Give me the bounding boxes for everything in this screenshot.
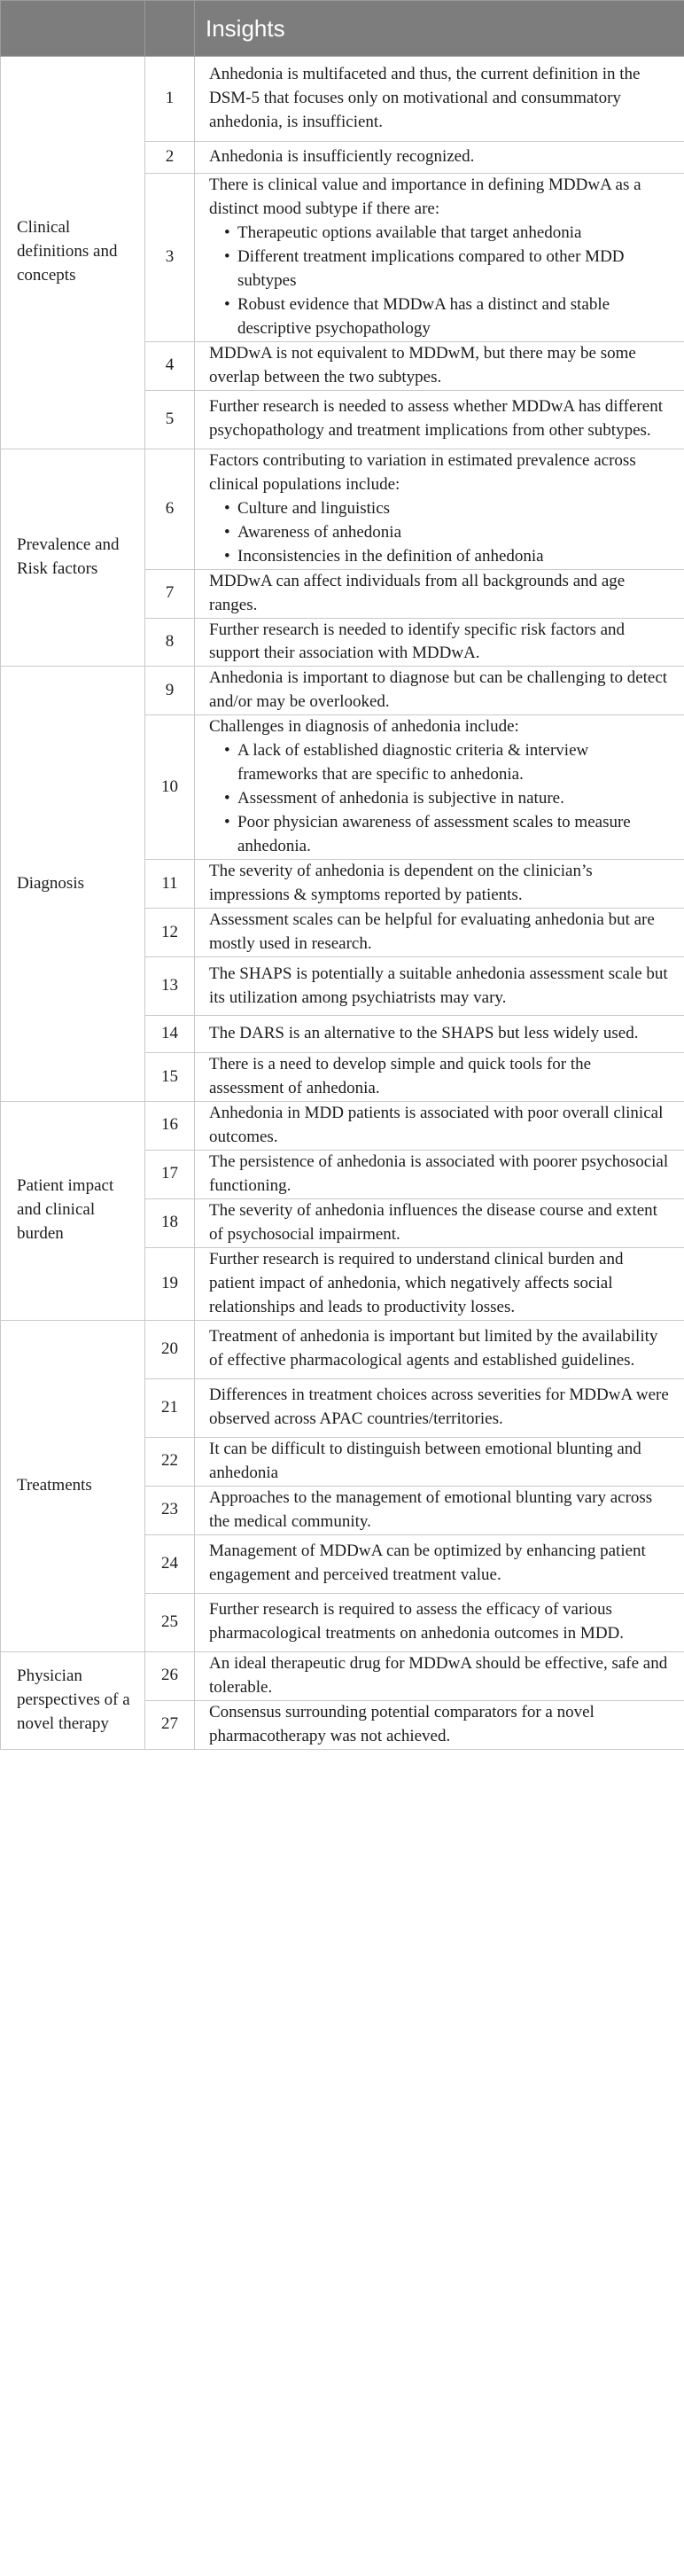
insight-text: There is clinical value and importance in defining MDDwA as a distinct mood subtype if there are: bbox=[209, 176, 641, 218]
insight-cell bbox=[195, 390, 684, 449]
row-number: 10 bbox=[145, 715, 195, 860]
insight-cell bbox=[195, 341, 684, 390]
insight-text: There is a need to develop simple and quick tools for the assessment of anhedonia. bbox=[209, 1055, 592, 1098]
category-cell: Prevalence and Risk factors bbox=[1, 449, 145, 667]
table-row bbox=[1, 1651, 684, 1700]
row-number: 24 bbox=[145, 1534, 195, 1593]
row-number: 5 bbox=[145, 390, 195, 449]
insight-cell bbox=[195, 1150, 684, 1198]
insight-cell bbox=[195, 957, 684, 1016]
table-row bbox=[1, 1320, 684, 1378]
insight-text: Assessment scales can be helpful for evaluating anhedonia but are mostly used in research. bbox=[209, 910, 655, 954]
insight-cell bbox=[195, 1053, 684, 1102]
insight-text: Further research is needed to assess whether MDDwA has different psychopathology and treatment implications from other subtypes. bbox=[209, 397, 663, 441]
insight-text: An ideal therapeutic drug for MDDwA should be effective, safe and tolerable. bbox=[209, 1653, 668, 1697]
insight-text: Challenges in diagnosis of anhedonia include: bbox=[209, 717, 519, 737]
insight-bullet: • Awareness of anhedonia bbox=[209, 521, 670, 545]
insight-cell bbox=[195, 618, 684, 667]
insight-text: Anhedonia is multifaceted and thus, the current definition in the DSM-5 that focuses only on motivational and consummatory anhedonia, is insufficient. bbox=[209, 65, 641, 131]
insight-cell bbox=[195, 1593, 684, 1651]
row-number: 14 bbox=[145, 1016, 195, 1053]
insight-cell bbox=[195, 1651, 684, 1700]
row-number: 22 bbox=[145, 1437, 195, 1486]
insight-bullet: • Assessment of anhedonia is subjective in nature. bbox=[209, 787, 670, 811]
insight-cell bbox=[195, 1016, 684, 1053]
insight-text: The DARS is an alternative to the SHAPS but less widely used. bbox=[209, 1024, 639, 1043]
row-number: 11 bbox=[145, 860, 195, 909]
header-insights: Insights bbox=[195, 1, 684, 57]
insight-cell bbox=[195, 1102, 684, 1151]
insight-text: Consensus surrounding potential comparators for a novel pharmacotherapy was not achieved. bbox=[209, 1702, 595, 1745]
insight-text: The severity of anhedonia influences the disease course and extent of psychosocial impairment. bbox=[209, 1200, 657, 1244]
insight-text: Anhedonia is insufficiently recognized. bbox=[209, 147, 475, 167]
row-number: 7 bbox=[145, 569, 195, 618]
insight-cell bbox=[195, 1320, 684, 1378]
insight-bullet: • A lack of established diagnostic criteria & interview frameworks that are specific to anhedonia. bbox=[209, 739, 670, 787]
insight-cell bbox=[195, 667, 684, 715]
row-number: 17 bbox=[145, 1150, 195, 1198]
row-number: 9 bbox=[145, 667, 195, 715]
insight-text: Anhedonia is important to diagnose but can be challenging to detect and/or may be overlooked. bbox=[209, 668, 668, 712]
insight-text: Differences in treatment choices across severities for MDDwA were observed across APAC countries/territories. bbox=[209, 1386, 669, 1429]
insight-cell bbox=[195, 174, 684, 342]
insight-cell bbox=[195, 449, 684, 569]
row-number: 26 bbox=[145, 1651, 195, 1700]
row-number: 27 bbox=[145, 1700, 195, 1749]
row-number: 20 bbox=[145, 1320, 195, 1378]
insight-cell bbox=[195, 1378, 684, 1437]
header-category-column bbox=[1, 1, 145, 57]
row-number: 8 bbox=[145, 618, 195, 667]
insight-cell bbox=[195, 1486, 684, 1534]
insight-text: Management of MDDwA can be optimized by enhancing patient engagement and perceived treatment value. bbox=[209, 1542, 646, 1585]
row-number: 3 bbox=[145, 174, 195, 342]
row-number: 16 bbox=[145, 1102, 195, 1151]
row-number: 12 bbox=[145, 909, 195, 957]
insight-bullet-list bbox=[209, 222, 670, 341]
category-cell: Clinical definitions and concepts bbox=[1, 57, 145, 449]
insight-cell bbox=[195, 860, 684, 909]
insight-bullet-list bbox=[209, 739, 670, 859]
row-number: 6 bbox=[145, 449, 195, 569]
insight-text: Further research is required to assess the efficacy of various pharmacological treatments on anhedonia outcomes in MDD. bbox=[209, 1600, 625, 1643]
insight-bullet: • Inconsistencies in the definition of anhedonia bbox=[209, 545, 670, 569]
insight-cell bbox=[195, 1437, 684, 1486]
row-number: 15 bbox=[145, 1053, 195, 1102]
insight-text: Further research is needed to identify specific risk factors and support their association with MDDwA. bbox=[209, 620, 626, 663]
row-number: 19 bbox=[145, 1247, 195, 1320]
insight-cell bbox=[195, 1700, 684, 1749]
insight-text: It can be difficult to distinguish between emotional blunting and anhedonia bbox=[209, 1439, 641, 1482]
row-number: 13 bbox=[145, 957, 195, 1016]
insight-bullet: • Different treatment implications compared to other MDD subtypes bbox=[209, 246, 670, 293]
insight-bullet: • Culture and linguistics bbox=[209, 497, 670, 521]
header-number-column bbox=[145, 1, 195, 57]
insight-text: The persistence of anhedonia is associated with poorer psychosocial functioning. bbox=[209, 1151, 669, 1195]
insight-cell bbox=[195, 1247, 684, 1320]
insight-text: MDDwA can affect individuals from all backgrounds and age ranges. bbox=[209, 571, 626, 614]
category-cell: Diagnosis bbox=[1, 667, 145, 1102]
row-number: 21 bbox=[145, 1378, 195, 1437]
row-number: 23 bbox=[145, 1486, 195, 1534]
table-row bbox=[1, 1102, 684, 1151]
insight-bullet: • Poor physician awareness of assessment scales to measure anhedonia. bbox=[209, 811, 670, 859]
table-header-row bbox=[1, 1, 684, 57]
row-number: 25 bbox=[145, 1593, 195, 1651]
insight-text: Treatment of anhedonia is important but limited by the availability of effective pharmacological agents and established guidelines. bbox=[209, 1327, 658, 1370]
row-number: 1 bbox=[145, 57, 195, 142]
insight-text: Factors contributing to variation in estimated prevalence across clinical populations include: bbox=[209, 450, 636, 494]
insight-text: Approaches to the management of emotional blunting vary across the medical community. bbox=[209, 1487, 653, 1531]
insight-bullet: • Therapeutic options available that target anhedonia bbox=[209, 222, 670, 246]
insight-cell bbox=[195, 142, 684, 174]
insight-bullet-list bbox=[209, 497, 670, 569]
insight-text: The SHAPS is potentially a suitable anhedonia assessment scale but its utilization among psychiatrists may vary. bbox=[209, 964, 668, 1007]
insight-text: Further research is required to understand clinical burden and patient impact of anhedonia, which negatively affects social relationships and leads to productivity losses. bbox=[209, 1249, 624, 1316]
table-row bbox=[1, 667, 684, 715]
insight-cell bbox=[195, 57, 684, 142]
insight-cell bbox=[195, 1534, 684, 1593]
insight-text: Anhedonia in MDD patients is associated with poor overall clinical outcomes. bbox=[209, 1104, 664, 1146]
insight-cell bbox=[195, 1198, 684, 1247]
insight-cell bbox=[195, 569, 684, 618]
row-number: 18 bbox=[145, 1198, 195, 1247]
row-number: 2 bbox=[145, 142, 195, 174]
insight-bullet: • Robust evidence that MDDwA has a distinct and stable descriptive psychopathology bbox=[209, 293, 670, 341]
table-body bbox=[1, 57, 684, 1750]
category-cell: Patient impact and clinical burden bbox=[1, 1102, 145, 1321]
insight-cell bbox=[195, 909, 684, 957]
category-cell: Physician perspectives of a novel therapy bbox=[1, 1651, 145, 1749]
row-number: 4 bbox=[145, 341, 195, 390]
table-row bbox=[1, 449, 684, 569]
insight-text: The severity of anhedonia is dependent on the clinician’s impressions & symptoms reported by patients. bbox=[209, 862, 593, 905]
insight-text: MDDwA is not equivalent to MDDwM, but there may be some overlap between the two subtypes. bbox=[209, 343, 636, 386]
table-row bbox=[1, 57, 684, 142]
category-cell: Treatments bbox=[1, 1320, 145, 1651]
insight-cell bbox=[195, 715, 684, 860]
